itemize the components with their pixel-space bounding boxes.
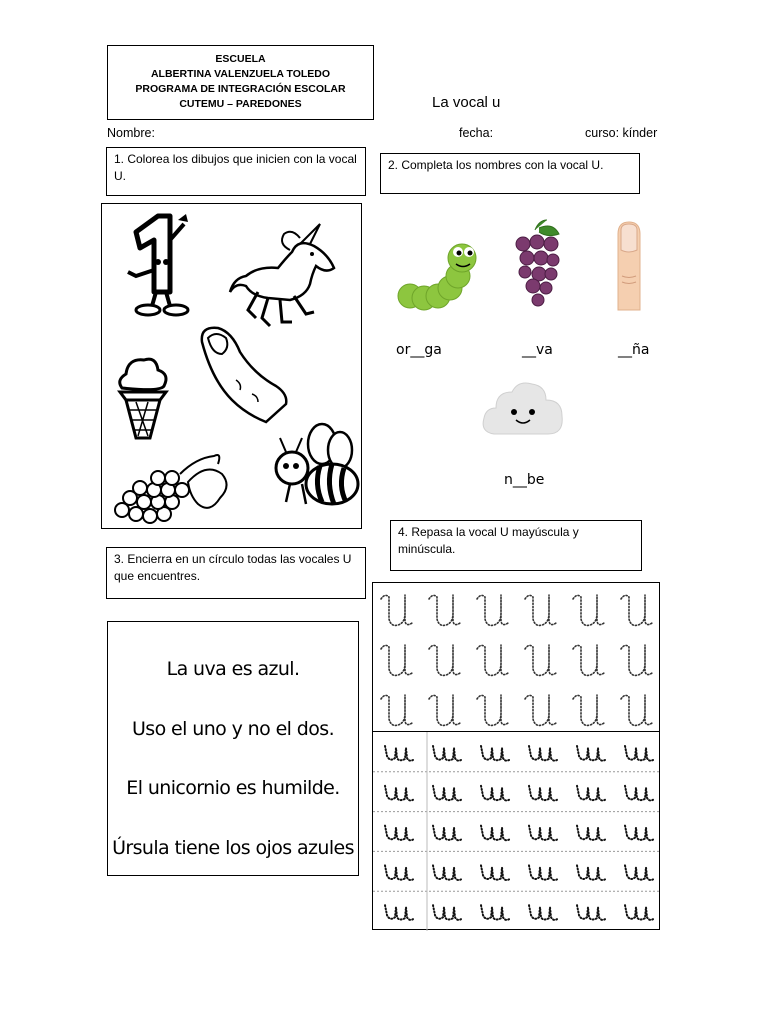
uppercase-u-trace — [477, 595, 508, 625]
lowercase-u-trace — [385, 746, 413, 761]
uppercase-u-trace — [429, 595, 460, 625]
activity-1-instruction: 1. Colorea los dibujos que inicien con la vocal U. — [106, 147, 366, 196]
lowercase-u-trace — [529, 786, 557, 801]
caterpillar-icon — [396, 234, 480, 314]
page-title: La vocal u — [432, 94, 501, 111]
uppercase-u-trace — [381, 595, 412, 625]
uppercase-u-trace — [573, 695, 604, 725]
lowercase-u-trace — [481, 865, 509, 880]
lowercase-u-trace — [529, 905, 557, 920]
lowercase-u-trace — [385, 826, 413, 841]
lowercase-u-trace — [385, 865, 413, 880]
lowercase-tracing-grid — [372, 731, 660, 930]
lowercase-u-trace — [625, 746, 653, 761]
lowercase-u-trace — [625, 905, 653, 920]
school-line: PROGRAMA DE INTEGRACIÓN ESCOLAR — [135, 83, 346, 95]
coloring-panel — [101, 203, 362, 529]
sentences-panel — [107, 621, 359, 876]
complete-words-panel — [388, 208, 648, 508]
lowercase-u-trace — [625, 865, 653, 880]
uppercase-u-trace — [525, 695, 556, 725]
lowercase-u-trace — [433, 786, 461, 801]
lowercase-u-trace — [529, 826, 557, 841]
lowercase-u-trace — [481, 905, 509, 920]
sentence-1: La uva es azul. — [166, 658, 300, 680]
cloud-icon — [480, 378, 566, 444]
course-label: curso: kínder — [585, 126, 658, 140]
number-one-icon — [118, 210, 188, 320]
uppercase-u-trace — [381, 645, 412, 675]
lowercase-u-trace — [577, 826, 605, 841]
finger-icon — [614, 220, 644, 312]
word-uva: __va — [522, 342, 553, 358]
lowercase-u-trace — [433, 826, 461, 841]
uppercase-u-trace — [573, 595, 604, 625]
uppercase-u-trace — [573, 645, 604, 675]
bee-icon — [262, 422, 362, 518]
word-nube: n__be — [504, 472, 545, 488]
lowercase-u-trace — [577, 786, 605, 801]
lowercase-u-trace — [433, 746, 461, 761]
lowercase-u-trace — [529, 746, 557, 761]
lowercase-u-trace — [433, 905, 461, 920]
lowercase-u-trace — [529, 865, 557, 880]
date-label: fecha: — [459, 126, 494, 140]
uppercase-u-trace — [525, 645, 556, 675]
school-header — [107, 45, 374, 120]
uppercase-u-trace — [429, 695, 460, 725]
school-line: ALBERTINA VALENZUELA TOLEDO — [150, 68, 331, 80]
grapes-icon — [110, 452, 234, 526]
uppercase-u-trace — [621, 645, 652, 675]
activity-4-instruction: 4. Repasa la vocal U mayúscula y minúscula. — [390, 520, 642, 571]
lowercase-u-trace — [481, 746, 509, 761]
lowercase-u-trace — [577, 865, 605, 880]
lowercase-u-trace — [385, 905, 413, 920]
uppercase-u-trace — [525, 595, 556, 625]
uppercase-u-trace — [477, 695, 508, 725]
uppercase-u-trace — [621, 595, 652, 625]
activity-3-instruction: 3. Encierra en un círculo todas las vocales U que encuentres. — [106, 547, 366, 599]
lowercase-u-trace — [625, 826, 653, 841]
lowercase-u-trace — [577, 746, 605, 761]
school-line: CUTEMU – PAREDONES — [179, 98, 302, 110]
uppercase-u-trace — [477, 645, 508, 675]
lowercase-u-trace — [481, 786, 509, 801]
lowercase-u-trace — [577, 905, 605, 920]
sentence-3: El unicornio es humilde. — [126, 777, 340, 799]
grapes-icon — [513, 218, 563, 318]
uppercase-u-trace — [381, 695, 412, 725]
uppercase-u-trace — [621, 695, 652, 725]
sentence-2: Uso el uno y no el dos. — [131, 718, 335, 740]
name-label: Nombre: — [107, 126, 155, 140]
word-una: __ña — [618, 342, 650, 358]
word-oruga: or__ga — [396, 342, 442, 358]
sentence-4: Úrsula tiene los ojos azules — [112, 837, 354, 859]
lowercase-u-trace — [481, 826, 509, 841]
finger-icon — [196, 324, 292, 428]
ice-cream-icon — [114, 352, 172, 442]
school-line: ESCUELA — [215, 53, 266, 65]
lowercase-u-trace — [433, 865, 461, 880]
lowercase-u-trace — [625, 786, 653, 801]
uppercase-u-trace — [429, 645, 460, 675]
unicorn-icon — [228, 222, 346, 334]
activity-2-instruction: 2. Completa los nombres con la vocal U. — [380, 153, 640, 194]
lowercase-u-trace — [385, 786, 413, 801]
uppercase-tracing-grid — [372, 582, 660, 732]
